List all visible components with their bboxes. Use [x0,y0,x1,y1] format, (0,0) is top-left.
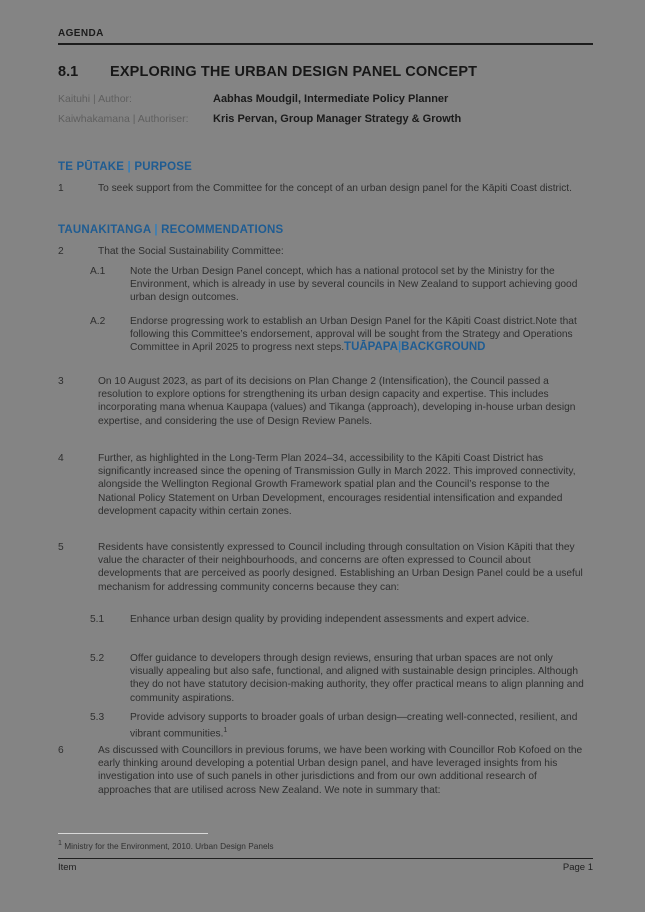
sub-paragraph-5-1 [90,613,586,626]
background-heading-english: BACKGROUND [401,341,486,354]
section-heading-background [344,341,485,353]
authoriser-value: Kris Pervan, Group Manager Strategy & Growth [213,113,462,125]
paragraph-2-number: 2 [58,246,64,257]
paragraph-2-text: That the Social Sustainability Committee: [98,246,284,257]
recommendation-a1-number: A.1 [90,266,106,277]
paragraph-3 [58,375,586,428]
recommendation-a2-number: A.2 [90,316,106,327]
paragraph-6 [58,744,586,797]
sub-paragraph-5-3-text: Provide advisory supports to broader goals of urban design—creating well-connected, resilient, and vibrant communities. [130,712,578,740]
sub-paragraph-5-3-number: 5.3 [90,712,105,723]
paragraph-6-text: As discussed with Councillors in previous forums, we have been working with Councillor Rob Kofoed on the early thinking around developing a potential Urban design panel, and have leveraged insights from his investigation into use of such panels in other jurisdictions and from our own additional research of approaches that are utilised across New Zealand. We note in summary that: [98,745,583,796]
background-heading-maori: TUĀPAPA [344,341,398,354]
authoriser-row [58,111,603,127]
purpose-heading-separator: | [127,161,131,173]
author-value: Aabhas Moudgil, Intermediate Policy Planner [213,93,449,105]
sub-paragraph-5-3 [90,711,586,741]
sub-paragraph-5-1-text: Enhance urban design quality by providing independent assessments and expert advice. [130,614,530,625]
page-title [58,64,598,80]
recommendations-heading-english: RECOMMENDATIONS [161,224,284,236]
recommendation-a1-text: Note the Urban Design Panel concept, which has a national protocol set by the Ministry for the Environment, which is already in use by several councils in New Zealand to support achieving good urban design outcomes. [130,266,578,304]
paragraph-5-text: Residents have consistently expressed to Council including through consultation on Vision Kāpiti that they value the character of their neighbourhoods, and concerns are often expressed to Council about developments that are perceived as poorly designed. Establishing an Urban Design Panel could be a useful mechanism for addressing community concerns because they can: [98,542,583,593]
footnote-text: Ministry for the Environment, 2010. Urban Design Panels [64,840,274,851]
paragraph-4-text: Further, as highlighted in the Long-Term Plan 2024–34, accessibility to the Kāpiti Coast District has significantly increased since the opening of Transmission Gully in March 2022. This improved connectivity, alongside the Wellington Regional Growth Framework spatial plan and the Council’s response to the National Policy Statement on Urban Development, encourages residential intensification and expanded development capacity within certain zones. [98,453,576,517]
paragraph-5 [58,541,586,594]
sub-paragraph-5-1-number: 5.1 [90,614,105,625]
title-text: EXPLORING THE URBAN DESIGN PANEL CONCEPT [110,64,478,80]
recommendation-a2-text-wrap [130,315,586,355]
paragraph-6-number: 6 [58,745,64,756]
footnote-reference-marker: 1 [223,727,228,735]
paragraph-5-number: 5 [58,542,64,553]
page-footer [58,862,593,873]
footnote-divider [58,833,208,834]
paragraph-4 [58,452,586,518]
recommendations-heading-separator: | [154,224,158,236]
paragraph-2 [58,245,586,258]
footer-page-number: Page 1 [562,862,593,873]
background-heading-separator: | [397,341,402,354]
paragraph-4-number: 4 [58,453,64,464]
section-heading-purpose [58,161,192,173]
footnote-marker: 1 [58,840,62,847]
recommendation-a2-text: Endorse progressing work to establish an Urban Design Panel for the Kāpiti Coast district.Note that following this Committee’s endorsement, approval will be sought from the Strategy and Operations Committee in April 2025 to progress next steps. [130,316,577,354]
paragraph-1 [58,182,586,195]
document-meta [58,91,603,131]
author-label: Kaituhi | Author: [58,93,132,105]
paragraph-1-text: To seek support from the Committee for the concept of an urban design panel for the Kāpiti Coast district. [98,183,572,194]
sub-paragraph-5-3-text-wrap [130,711,586,741]
sub-paragraph-5-2-number: 5.2 [90,653,105,664]
sub-paragraph-5-2-text: Offer guidance to developers through design reviews, ensuring that urban spaces are not only visually appealing but also safe, functional, and aligned with sustainable design principles. Although they do not have statutory decision-making authority, they offer practical means to align planning and community aspirations. [130,653,584,704]
recommendations-heading-maori: TAUNAKITANGA [58,224,151,236]
section-heading-recommendations [58,224,283,236]
agenda-label: AGENDA [58,28,104,39]
recommendation-a1 [90,265,586,305]
footnote [58,838,274,852]
author-row [58,91,603,107]
footer-left-label: Item [58,862,77,873]
page-header [58,28,593,45]
footer-divider [58,858,593,859]
paragraph-3-number: 3 [58,376,64,387]
header-divider [58,43,593,45]
title-number: 8.1 [58,64,79,80]
paragraph-1-number: 1 [58,183,64,194]
paragraph-3-text: On 10 August 2023, as part of its decisions on Plan Change 2 (Intensification), the Council passed a resolution to explore options for strengthening its urban design capacity and expertise. This includes incorporating mana whenua Kaupapa (values) and Tikanga (approach), developing in-house urban design expertise, and considering the use of Design Review Panels. [98,376,576,427]
purpose-heading-maori: TE PŪTAKE [58,161,125,173]
purpose-heading-english: PURPOSE [134,161,192,173]
sub-paragraph-5-2 [90,652,586,705]
authoriser-label: Kaiwhakamana | Authoriser: [58,113,189,125]
recommendation-a2 [90,315,586,355]
